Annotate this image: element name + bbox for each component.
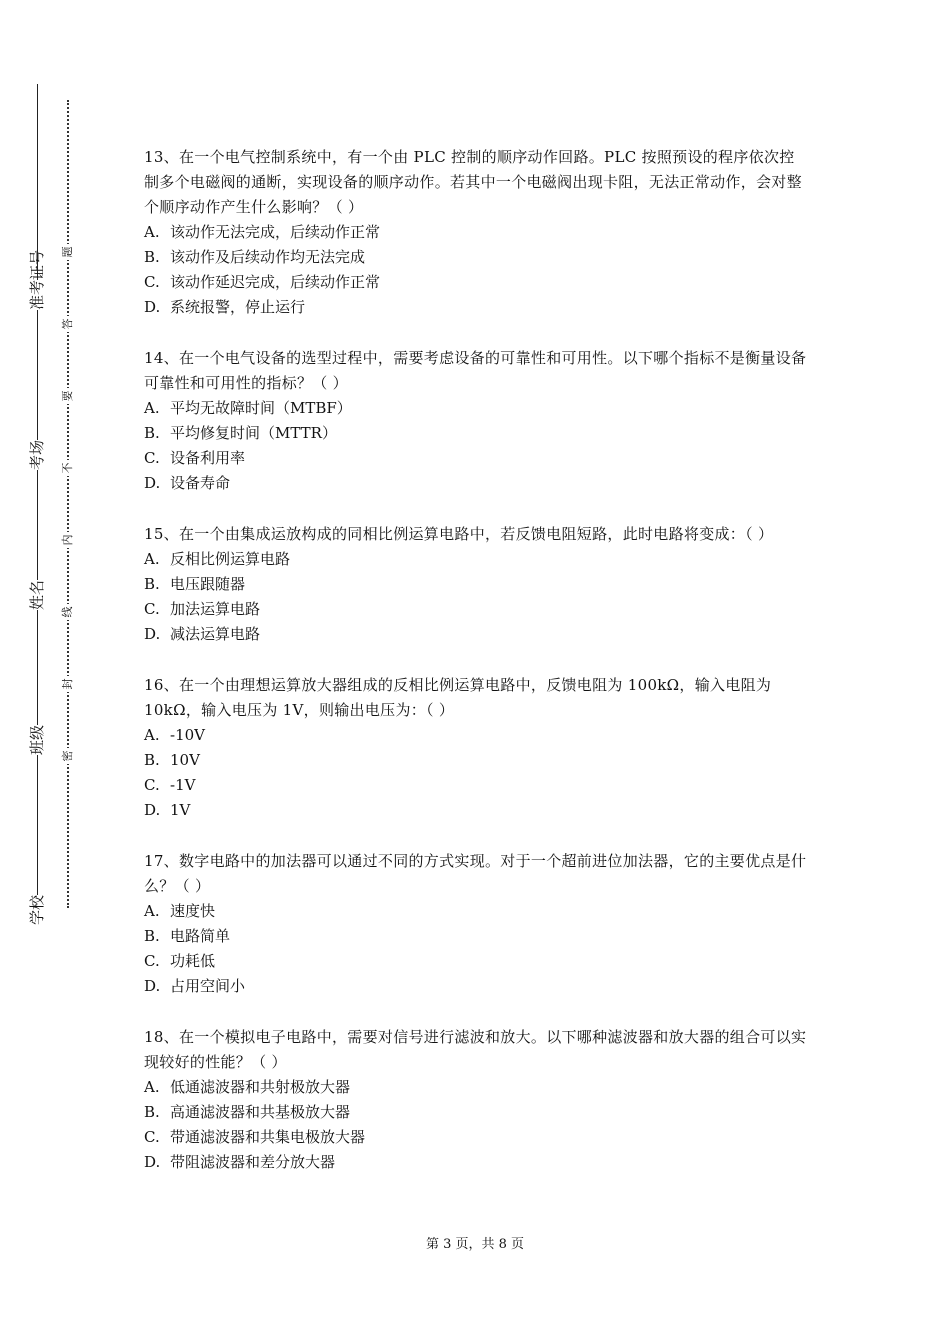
binding-solid-line xyxy=(37,84,38,924)
option-c: C. 带通滤波器和共集电极放大器 xyxy=(144,1128,366,1146)
option-c: C. 功耗低 xyxy=(144,952,216,970)
option-d: D. 系统报警，停止运行 xyxy=(144,298,306,316)
question-15 xyxy=(144,522,809,647)
option-c: C. 设备利用率 xyxy=(144,449,246,467)
seal-char: 要 xyxy=(60,388,76,404)
option-b: B. 该动作及后续动作均无法完成 xyxy=(144,248,366,266)
question-stem: 16、在一个由理想运算放大器组成的反相比例运算电路中，反馈电阻为 100kΩ，输入电阻为 10kΩ，输入电压为 1V，则输出电压为：（ ） xyxy=(144,676,772,719)
option-b: B. 高通滤波器和共基极放大器 xyxy=(144,1103,351,1121)
seal-char: 题 xyxy=(60,244,76,260)
question-stem: 13、在一个电气控制系统中，有一个由 PLC 控制的顺序动作回路。PLC 按照预设的程序依次控制多个电磁阀的通断，实现设备的顺序动作。若其中一个电磁阀出现卡阻，无法正常动作，会对整个顺序动作产生什么影响？（ ） xyxy=(144,148,802,216)
question-18 xyxy=(144,1025,809,1175)
field-label-school: 学校 xyxy=(22,895,52,925)
question-stem: 17、数字电路中的加法器可以通过不同的方式实现。对于一个超前进位加法器，它的主要优点是什么？（ ） xyxy=(144,852,807,895)
binding-margin xyxy=(0,0,90,1344)
question-16 xyxy=(144,673,809,823)
option-b: B. 电路简单 xyxy=(144,927,231,945)
seal-char: 封 xyxy=(60,676,76,692)
question-17 xyxy=(144,849,809,999)
seal-char: 答 xyxy=(60,316,76,332)
seal-char: 不 xyxy=(60,460,76,476)
option-b: B. 电压跟随器 xyxy=(144,575,246,593)
question-14 xyxy=(144,346,809,496)
option-b: B. 10V xyxy=(144,751,200,769)
option-d: D. 减法运算电路 xyxy=(144,625,261,643)
option-a: A. 平均无故障时间（MTBF） xyxy=(144,399,352,417)
option-d: D. 1V xyxy=(144,801,191,819)
option-b: B. 平均修复时间（MTTR） xyxy=(144,424,337,442)
field-label-name: 姓名 xyxy=(22,580,52,610)
question-13 xyxy=(144,145,809,320)
option-a: A. 低通滤波器和共射极放大器 xyxy=(144,1078,351,1096)
field-label-exam-id: 准考证号 xyxy=(22,280,52,310)
field-label-exam-room: 考场 xyxy=(22,440,52,470)
option-d: D. 设备寿命 xyxy=(144,474,231,492)
option-d: D. 占用空间小 xyxy=(144,977,246,995)
seal-char: 线 xyxy=(60,604,76,620)
binding-dotted-line xyxy=(67,100,69,908)
option-c: C. 该动作延迟完成，后续动作正常 xyxy=(144,273,381,291)
question-list xyxy=(144,145,809,1201)
question-stem: 18、在一个模拟电子电路中，需要对信号进行滤波和放大。以下哪种滤波器和放大器的组合可以实现较好的性能？（ ） xyxy=(144,1028,807,1071)
option-a: A. 反相比例运算电路 xyxy=(144,550,291,568)
option-d: D. 带阻滤波器和差分放大器 xyxy=(144,1153,336,1171)
option-c: C. -1V xyxy=(144,776,196,794)
option-a: A. 该动作无法完成，后续动作正常 xyxy=(144,223,381,241)
field-label-class: 班级 xyxy=(22,725,52,755)
option-a: A. -10V xyxy=(144,726,205,744)
seal-char: 内 xyxy=(60,532,76,548)
option-a: A. 速度快 xyxy=(144,902,216,920)
page-number: 第 3 页，共 8 页 xyxy=(425,1237,525,1252)
question-stem: 14、在一个电气设备的选型过程中，需要考虑设备的可靠性和可用性。以下哪个指标不是衡量设备可靠性和可用性的指标？（ ） xyxy=(144,349,807,392)
option-c: C. 加法运算电路 xyxy=(144,600,261,618)
question-stem: 15、在一个由集成运放构成的同相比例运算电路中，若反馈电阻短路，此时电路将变成：（ ） xyxy=(144,525,774,543)
seal-char: 密 xyxy=(60,748,76,764)
